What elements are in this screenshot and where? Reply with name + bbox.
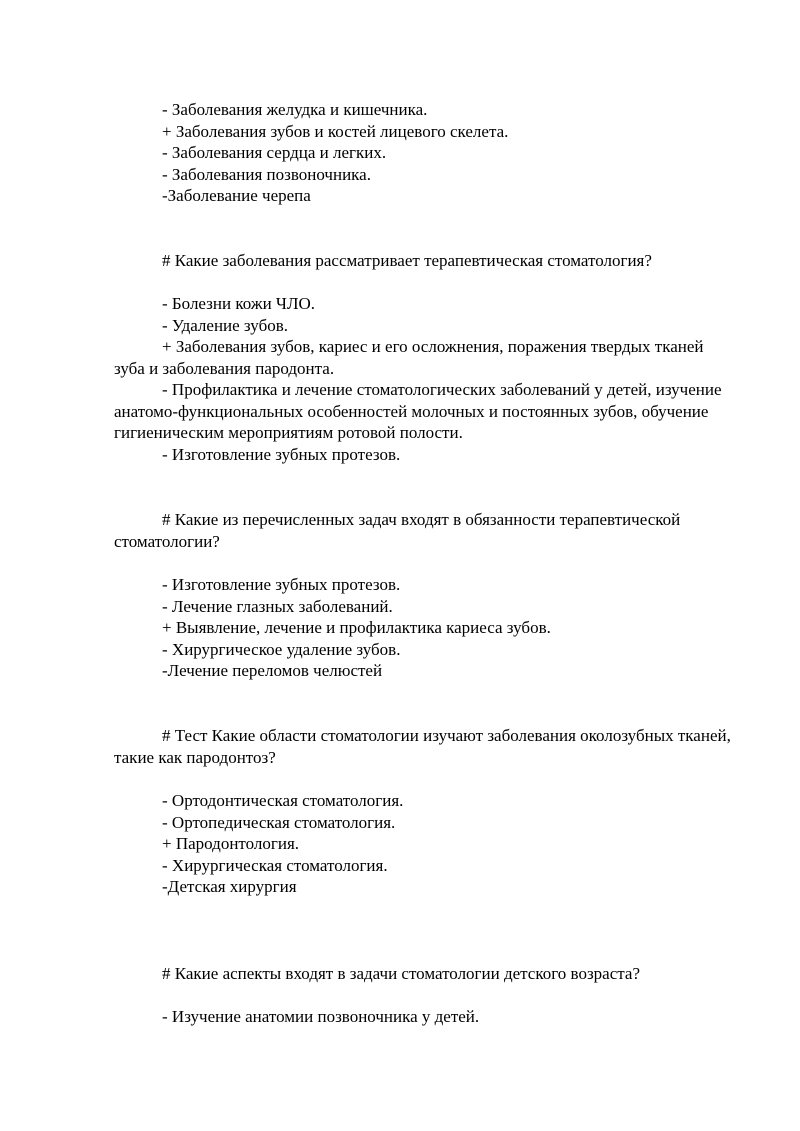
answer-option: - Лечение глазных заболеваний. (162, 597, 393, 616)
answer-option: - Болезни кожи ЧЛО. (162, 294, 316, 313)
answer-option: - Ортопедическая стоматология. (162, 813, 396, 832)
answer-option-correct: + Заболевания зубов, кариес и его осложнения, поражения твердых тканей зуба и заболевания пародонта. (114, 337, 704, 378)
answer-option: -Лечение переломов челюстей (162, 661, 383, 680)
answer-option: -Детская хирургия (162, 877, 297, 896)
answer-option: - Изготовление зубных протезов. (162, 445, 401, 464)
question-heading: # Какие аспекты входят в задачи стоматологии детского возраста? (162, 964, 640, 983)
answer-option: - Ортодонтическая стоматология. (162, 791, 404, 810)
answer-option: - Удаление зубов. (162, 316, 288, 335)
answer-option-correct: + Заболевания зубов и костей лицевого скелета. (162, 122, 509, 141)
question-heading: # Какие из перечисленных задач входят в обязанности терапевтической стоматологии? (114, 510, 681, 551)
answer-option: - Изготовление зубных протезов. (162, 575, 401, 594)
answer-option-correct: + Выявление, лечение и профилактика кариеса зубов. (162, 618, 551, 637)
question-heading: # Тест Какие области стоматологии изучают заболевания околозубных тканей, такие как пародонтоз? (114, 726, 731, 767)
answer-option-correct: + Пародонтология. (162, 834, 300, 853)
answer-option: - Профилактика и лечение стоматологических заболеваний у детей, изучение анатомо-функциональных особенностей молочных и постоянных зубов, обучение гигиеническим мероприятиям ротовой полости. (114, 380, 722, 442)
answer-option: - Хирургическая стоматология. (162, 856, 388, 875)
answer-option: - Заболевания позвоночника. (162, 165, 371, 184)
question-heading: # Какие заболевания рассматривает терапевтическая стоматология? (162, 251, 652, 270)
answer-option: - Заболевания сердца и легких. (162, 143, 387, 162)
answer-option: - Хирургическое удаление зубов. (162, 640, 401, 659)
answer-option: - Заболевания желудка и кишечника. (162, 100, 428, 119)
answer-option: -Заболевание черепа (162, 186, 311, 205)
answer-option: - Изучение анатомии позвоночника у детей. (162, 1007, 480, 1026)
